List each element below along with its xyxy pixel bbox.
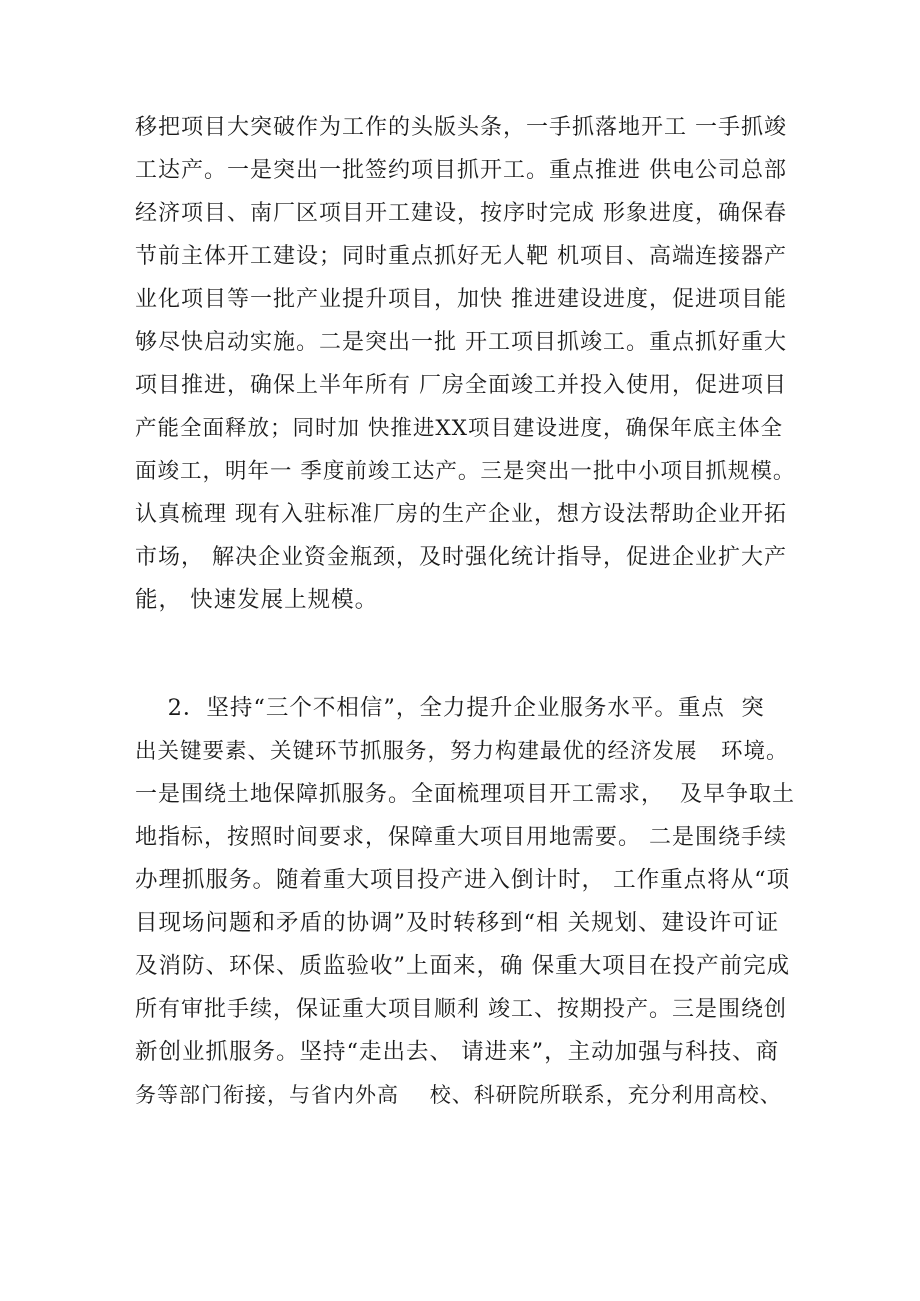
text-line: 够尽快启动实施。二是突出一批 开工项目抓竣工。重点抓好重大 <box>135 330 787 355</box>
text-line: 办理抓服务。随着重大项目投产进入倒计时， 工作重点将从“项 <box>135 867 791 893</box>
text-line: 产能全面释放；同时加 快推进XX项目建设进度，确保年底主体全 <box>135 416 783 441</box>
paragraph-1 <box>135 106 795 622</box>
text-line: 及消防、环保、质监验收”上面来，确 保重大项目在投产前完成 <box>135 953 791 979</box>
text-line: 认真梳理 现有入驻标准厂房的生产企业，想方设法帮助企业开拓 <box>135 502 787 527</box>
text-line: 工达产。一是突出一批签约项目抓开工。重点推进 供电公司总部 <box>135 158 787 183</box>
text-line: 面竣工，明年一 季度前竣工达产。三是突出一批中小项目抓规模。 <box>135 459 796 484</box>
text-line: 出关键要素、关键环节抓服务，努力构建最优的经济发展 环境。 <box>135 739 789 764</box>
text-line: 目现场问题和矛盾的协调”及时转移到“相 关规划、建设许可证 <box>135 910 780 936</box>
text-line: 所有审批手续，保证重大项目顺利 竣工、按期投产。三是围绕创 <box>135 997 787 1022</box>
text-line: 市场， 解决企业资金瓶颈，及时强化统计指导，促进企业扩大产 <box>135 545 787 570</box>
text-line: 地指标，按照时间要求，保障重大项目用地需要。 二是围绕手续 <box>135 825 787 850</box>
text-line: 2．坚持“三个不相信”，全力提升企业服务水平。重点 突 <box>135 695 765 721</box>
text-line: 一是围绕土地保障抓服务。全面梳理项目开工需求， 及早争取土 <box>135 782 795 807</box>
text-line: 务等部门衔接，与省内外高 校、科研院所联系，充分利用高校、 <box>135 1083 782 1107</box>
text-line: 项目推进，确保上半年所有 厂房全面竣工并投入使用，促进项目 <box>135 373 787 398</box>
text-line: 新创业抓服务。坚持“走出去、 请进来”，主动加强与科技、商 <box>135 1039 780 1065</box>
text-line: 移把项目大突破作为工作的头版头条，一手抓落地开工 一手抓竣 <box>135 115 787 140</box>
text-line: 能， 快速发展上规模。 <box>135 587 379 613</box>
text-line: 节前主体开工建设；同时重点抓好无人靶 机项目、高端连接器产 <box>135 244 787 269</box>
text-line: 经济项目、南厂区项目开工建设，按序时完成 形象进度，确保春 <box>135 201 787 226</box>
paragraph-2 <box>135 687 795 1117</box>
text-line: 业化项目等一批产业提升项目，加快 推进建设进度，促进项目能 <box>135 287 787 312</box>
